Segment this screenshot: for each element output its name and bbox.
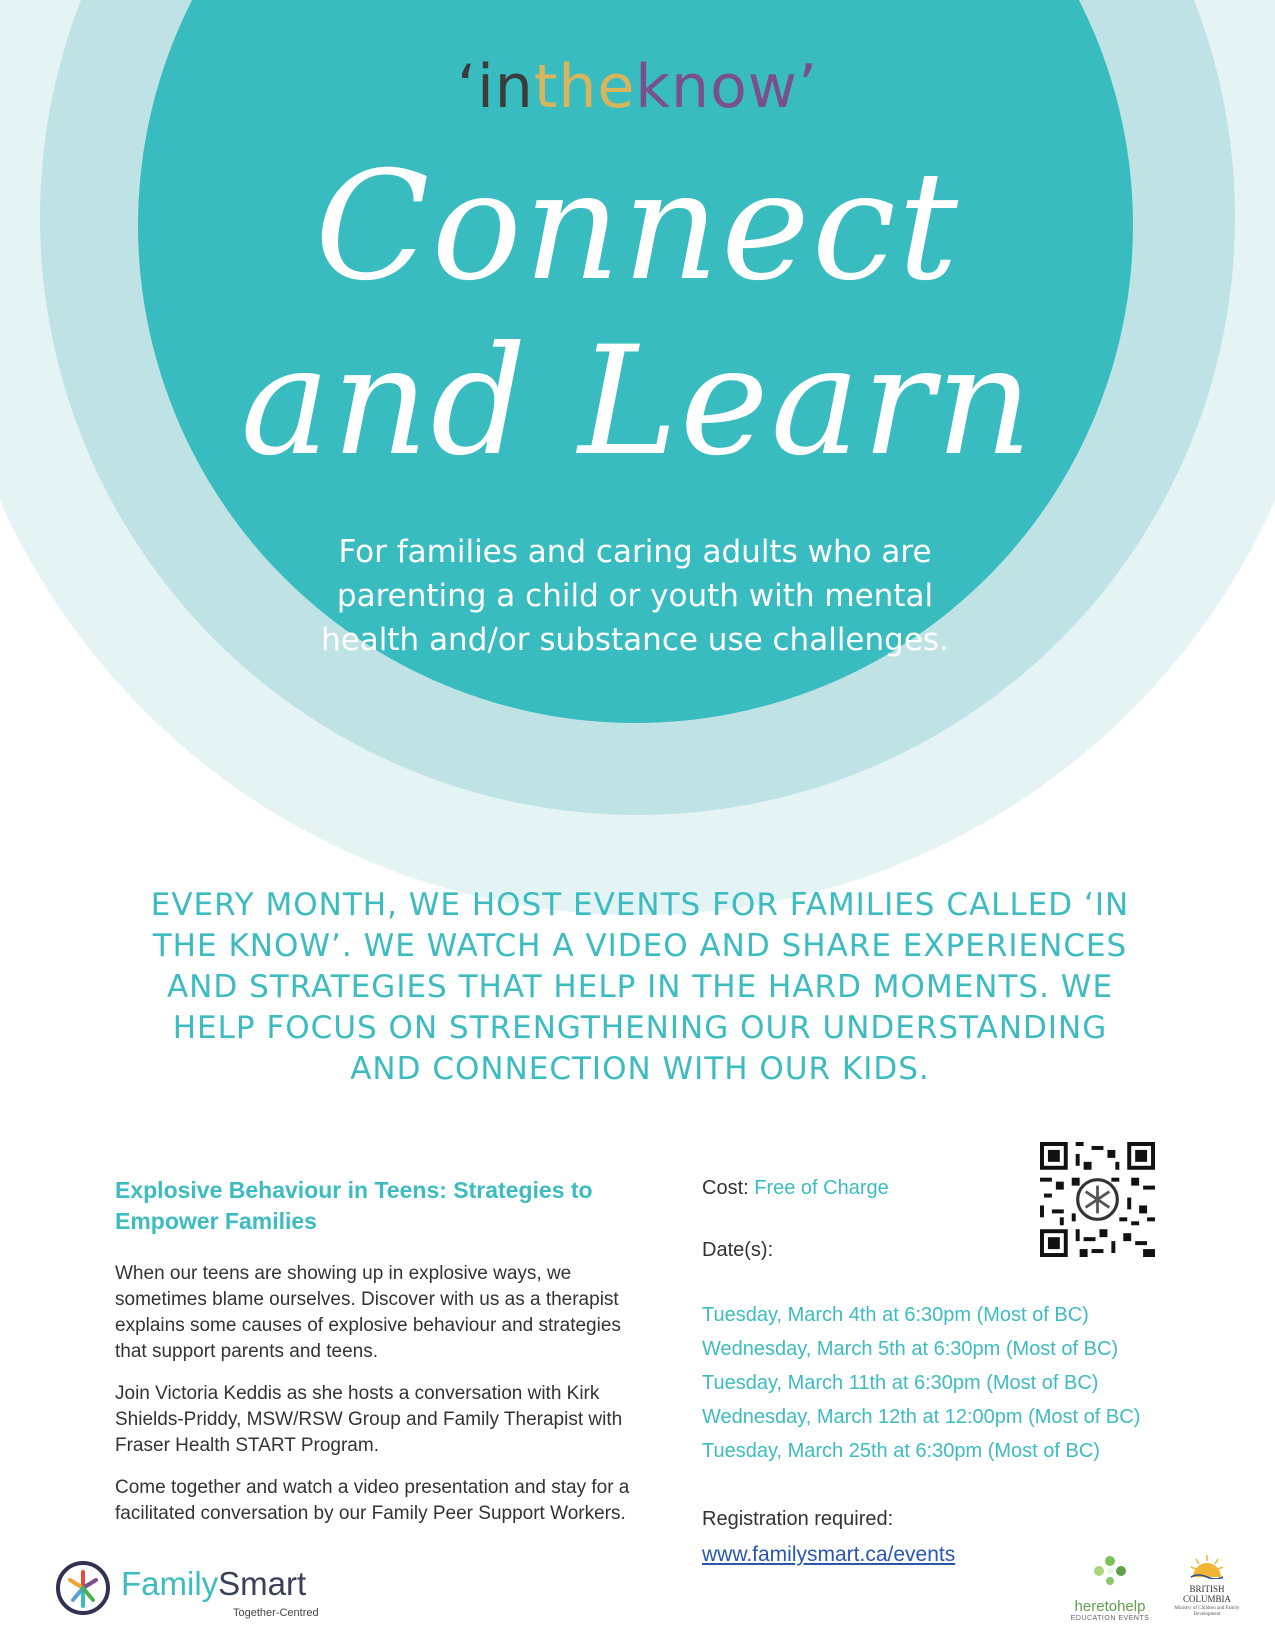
date-item: Wednesday, March 5th at 6:30pm (Most of BC) — [702, 1338, 1119, 1360]
intheknow-logo — [0, 52, 1275, 122]
heretohelp-flower-icon — [1090, 1553, 1130, 1593]
bc-government-logo — [1172, 1553, 1242, 1618]
dates-heading: Date(s): — [702, 1239, 774, 1261]
bc-name-line-1: BRITISH — [1189, 1584, 1225, 1594]
event-paragraph-1: When our teens are showing up in explosive ways, we sometimes blame ourselves. Discover with us as a therapist explains some causes of explosive behaviour and strategies that support parents and teens. — [115, 1263, 621, 1362]
registration-heading: Registration required: — [702, 1508, 894, 1530]
date-item: Wednesday, March 12th at 12:00pm (Most of BC) — [702, 1406, 1141, 1428]
heretohelp-subtitle: EDUCATION EVENTS — [1070, 1615, 1150, 1622]
heretohelp-name: heretohelp — [1074, 1598, 1146, 1615]
cost-label: Cost: — [702, 1177, 749, 1199]
familysmart-word-smart: Smart — [218, 1565, 307, 1602]
event-series-headline: EVERY MONTH, WE HOST EVENTS FOR FAMILIES CALLED ‘IN THE KNOW’. WE WATCH A VIDEO AND SHARE EXPERIENCES AND STRATEGIES THAT HELP IN THE HARD MOMENTS. WE HELP FOCUS ON STRENGTHENING OUR UNDERSTANDING AND CONNECTION WITH OUR KIDS. — [150, 887, 1130, 1087]
registration-link[interactable]: www.familysmart.ca/events — [702, 1543, 956, 1566]
bc-sun-crest-icon — [1189, 1553, 1225, 1579]
familysmart-logo — [55, 1560, 355, 1630]
event-title: Explosive Behaviour in Teens: Strategies to Empower Families — [115, 1177, 593, 1234]
hero-script-connect: Connect — [314, 140, 961, 314]
event-paragraph-3: Come together and watch a video presentation and stay for a facilitated conversation by our Family Peer Support Workers. — [115, 1477, 630, 1524]
heretohelp-logo — [1055, 1553, 1165, 1622]
brand-part-the: the — [533, 52, 636, 122]
date-list — [702, 1298, 1202, 1468]
brand-part-know: know’ — [635, 52, 818, 122]
date-item: Tuesday, March 4th at 6:30pm (Most of BC) — [702, 1304, 1089, 1326]
hero-subtitle: For families and caring adults who are parenting a child or youth with mental health and/or substance use challenges. — [321, 534, 949, 658]
bc-ministry: Ministry of Children and Family Development — [1174, 1606, 1240, 1617]
date-item: Tuesday, March 11th at 6:30pm (Most of BC) — [702, 1372, 1099, 1394]
familysmart-word-family: Family — [121, 1565, 219, 1602]
hero-script-and-learn: and Learn — [240, 315, 1035, 489]
cost-value: Free of Charge — [754, 1177, 889, 1199]
event-paragraph-2: Join Victoria Keddis as she hosts a conversation with Kirk Shields-Priddy, MSW/RSW Group and Family Therapist with Fraser Health START Program. — [115, 1383, 623, 1456]
qr-code-icon[interactable] — [1040, 1142, 1155, 1257]
familysmart-tagline: Together-Centred — [233, 1607, 319, 1619]
bc-name-line-2: COLUMBIA — [1182, 1594, 1231, 1604]
date-item: Tuesday, March 25th at 6:30pm (Most of BC) — [702, 1440, 1100, 1462]
familysmart-mark-icon — [55, 1560, 111, 1616]
brand-part-in: ‘in — [457, 52, 534, 122]
event-description — [115, 1175, 655, 1543]
